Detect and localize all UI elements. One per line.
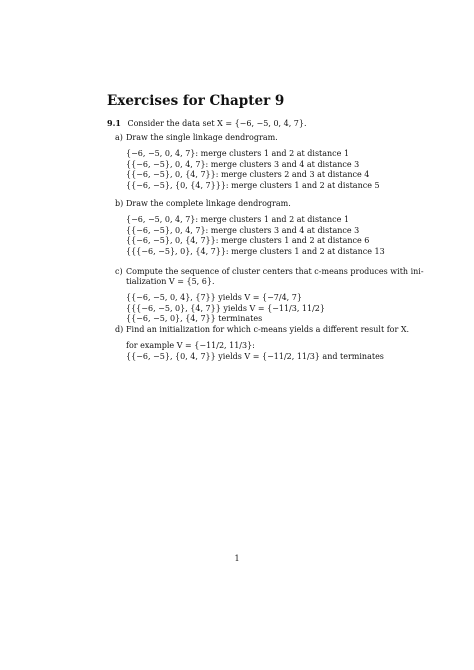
exercise-statement: Consider the data set X = {−6, −5, 0, 4, 7}. [127,119,307,128]
chapter-title: Exercises for Chapter 9 [107,93,285,109]
answer-line: {{−6, −5}, 0, {4, 7}}: merge clusters 2 and 3 at distance 4 [126,170,370,179]
part-label: c) [115,267,123,276]
answer-line: {{−6, −5}, 0, 4, 7}: merge clusters 3 and 4 at distance 3 [126,159,360,169]
part-c-question [115,267,424,277]
answer-line: {{{−6, −5, 0}, {4, 7}} yields V = {−11/3, 11/2} [126,303,325,313]
part-d-question [115,325,409,335]
part-c-question-cont [115,277,424,287]
answer-line: {{−6, −5}, {0, 4, 7}} yields V = {−11/2, 11/3} and terminates [126,351,384,361]
answer-line: {{−6, −5}, 0, 4, 7}: merge clusters 3 and 4 at distance 3 [126,225,360,235]
answer-line: {{−6, −5}, 0, {4, 7}}: merge clusters 1 and 2 at distance 6 [126,236,370,245]
question-text: Find an initialization for which c-means yields a different result for X. [126,325,410,334]
answer-line: {−6, −5, 0, 4, 7}: merge clusters 1 and 2 at distance 1 [126,215,350,224]
part-b-question [115,199,385,209]
part-c-answer [126,293,424,325]
part-label: b) [115,199,124,208]
part-a-question [115,133,380,143]
part-d-answer [126,341,409,362]
page-number: 1 [234,554,240,563]
question-text: Compute the sequence of cluster centers that c-means produces with ini- [126,267,424,276]
part-d [115,325,409,362]
part-b-answer [126,215,385,257]
answer-line: {−6, −5, 0, 4, 7}: merge clusters 1 and 2 at distance 1 [126,149,350,158]
exercise-intro [107,118,307,128]
part-c [115,267,424,325]
part-b [115,199,385,257]
question-text: Draw the single linkage dendrogram. [126,133,278,142]
part-label: d) [115,325,124,334]
question-text: tialization V = {5, 6}. [126,277,215,286]
answer-line: {{{−6, −5}, 0}, {4, 7}}: merge clusters 1 and 2 at distance 13 [126,246,385,256]
part-a [115,133,380,191]
answer-line: {{−6, −5, 0}, {4, 7}} terminates [126,314,263,323]
exercise-number: 9.1 [107,118,121,128]
part-a-answer [126,149,380,191]
part-label: a) [115,133,123,142]
answer-line: {{−6, −5, 0, 4}, {7}} yields V = {−7/4, 7} [126,293,302,302]
question-text: Draw the complete linkage dendrogram. [126,199,291,208]
answer-line: for example V = {−11/2, 11/3}: [126,341,255,350]
answer-line: {{−6, −5}, {0, {4, 7}}}: merge clusters 1 and 2 at distance 5 [126,180,380,190]
